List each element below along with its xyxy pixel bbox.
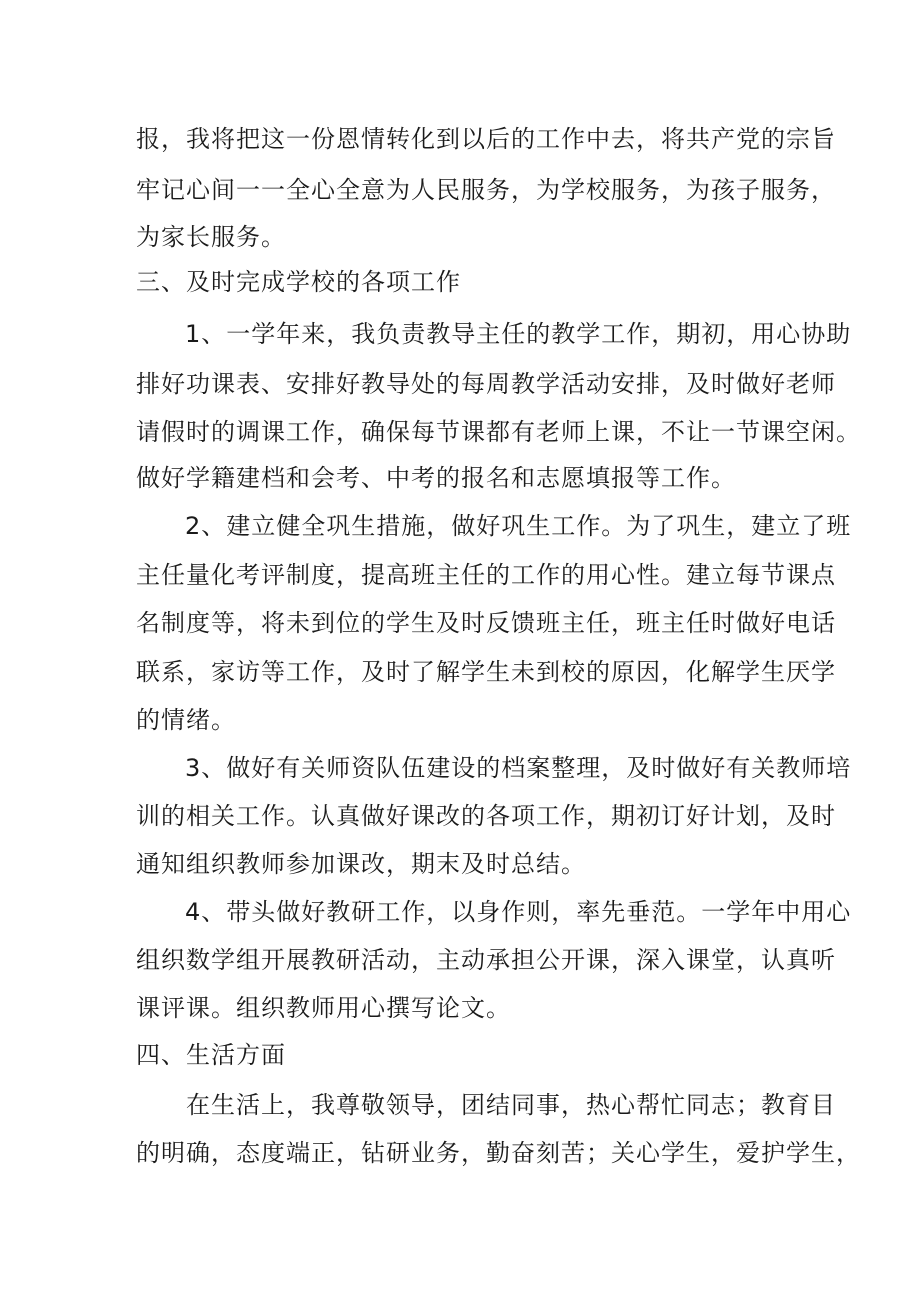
paragraph-line: 1、一学年来，我负责教导主任的教学工作，期初，用心协助 <box>185 320 852 348</box>
paragraph-line: 排好功课表、安排好教导处的每周教学活动安排，及时做好老师 <box>136 370 836 398</box>
section-heading: 三、及时完成学校的各项工作 <box>136 268 461 296</box>
paragraph-line: 名制度等，将未到位的学生及时反馈班主任，班主任时做好电话 <box>136 609 836 637</box>
paragraph-line: 报，我将把这一份恩情转化到以后的工作中去，将共产党的宗旨 <box>136 125 836 153</box>
paragraph-line: 3、做好有关师资队伍建设的档案整理，及时做好有关教师培 <box>185 754 852 782</box>
paragraph-line: 在生活上，我尊敬领导，团结同事，热心帮忙同志；教育目 <box>186 1091 836 1119</box>
paragraph-line: 训的相关工作。认真做好课改的各项工作，期初订好计划，及时 <box>136 802 836 830</box>
section-heading: 四、生活方面 <box>136 1041 286 1069</box>
paragraph-line: 通知组织教师参加课改，期末及时总结。 <box>136 850 586 878</box>
paragraph-line: 组织数学组开展教研活动，主动承担公开课，深入课堂，认真听 <box>136 946 836 974</box>
paragraph-line: 的情绪。 <box>136 706 236 734</box>
paragraph-line: 课评课。组织教师用心撰写论文。 <box>136 994 511 1022</box>
paragraph-line: 4、带头做好教研工作，以身作则，率先垂范。一学年中用心 <box>185 898 852 926</box>
paragraph-line: 的明确，态度端正，钻研业务，勤奋刻苦；关心学生，爱护学生， <box>136 1139 861 1167</box>
paragraph-line: 联系，家访等工作，及时了解学生未到校的原因，化解学生厌学 <box>136 658 836 686</box>
paragraph-line: 做好学籍建档和会考、中考的报名和志愿填报等工作。 <box>136 464 736 492</box>
paragraph-line: 牢记心间一一全心全意为人民服务，为学校服务，为孩子服务， <box>136 176 836 204</box>
paragraph-line: 2、建立健全巩生措施，做好巩生工作。为了巩生，建立了班 <box>185 512 852 540</box>
paragraph-line: 主任量化考评制度，提高班主任的工作的用心性。建立每节课点 <box>136 561 836 589</box>
paragraph-line: 为家长服务。 <box>136 223 286 251</box>
paragraph-line: 请假时的调课工作，确保每节课都有老师上课，不让一节课空闲。 <box>136 418 861 446</box>
